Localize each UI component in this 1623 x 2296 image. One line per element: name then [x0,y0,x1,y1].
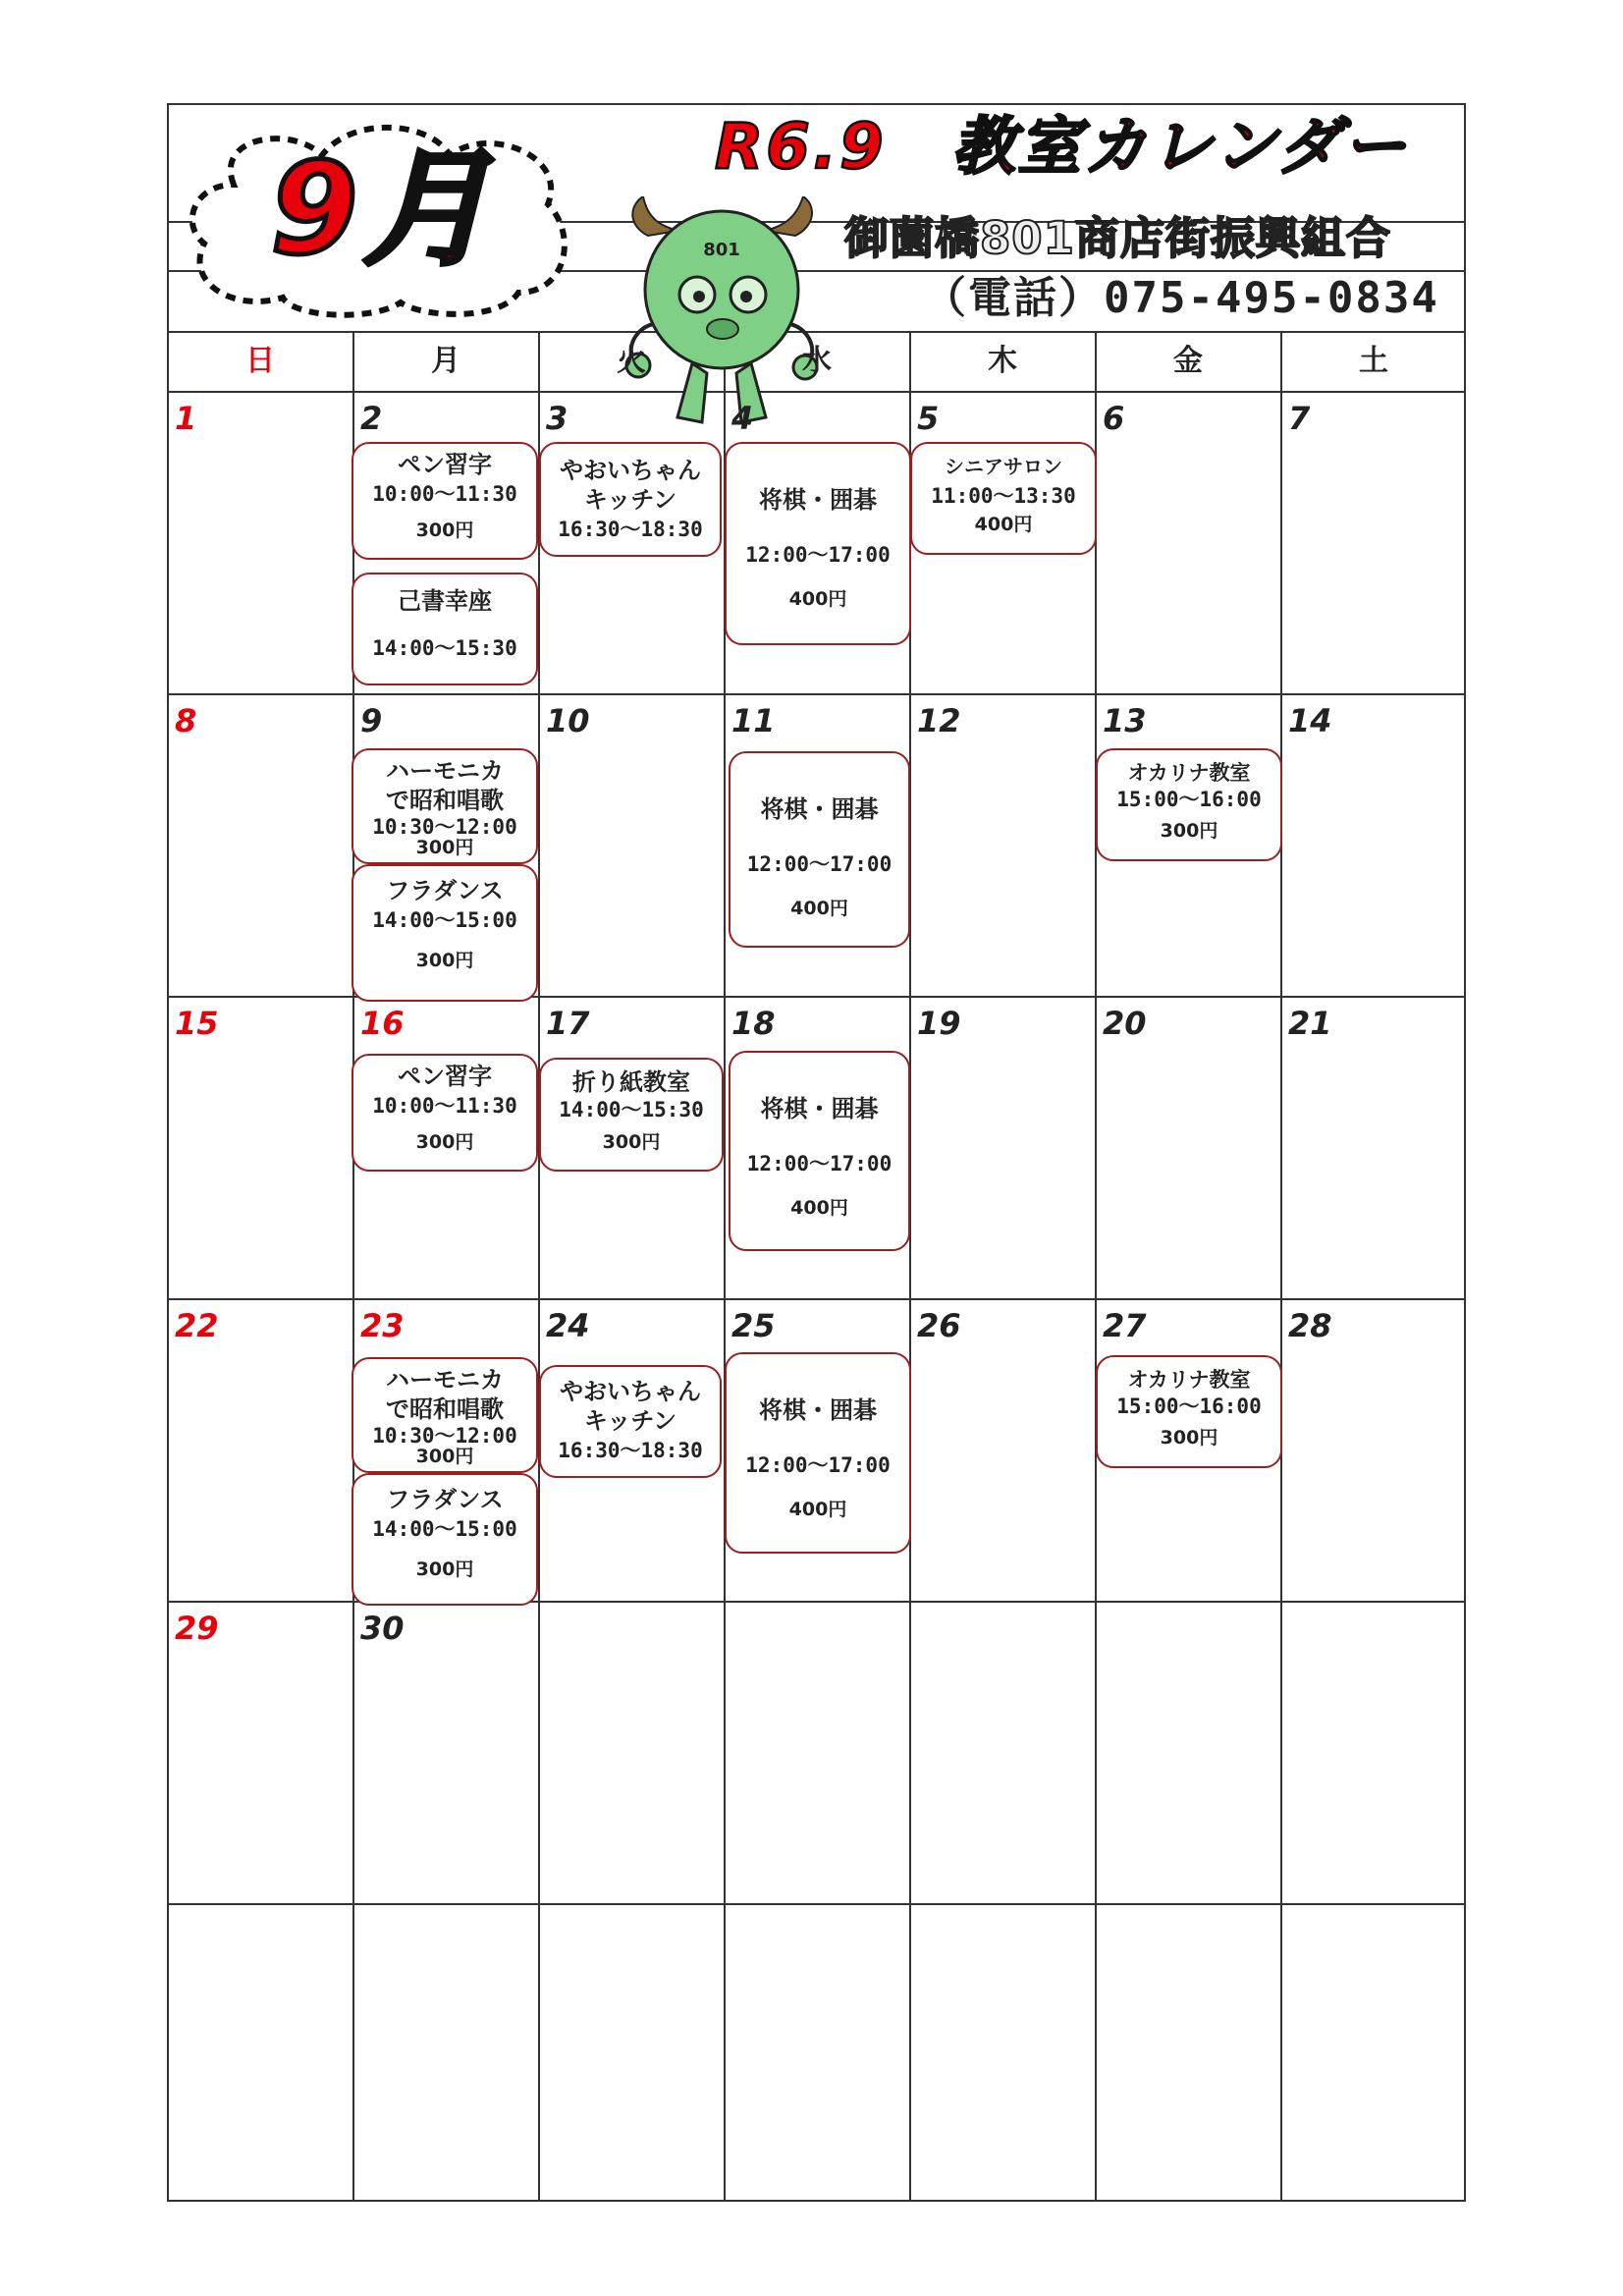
organization-name: 御薗橋801商店街振興組合 [844,212,1391,264]
weekday-sat: 土 [1359,344,1388,378]
event-title: オカリナ教室 [1127,1368,1251,1392]
event-time: 12:00～17:00 [745,543,891,567]
event-price: 300円 [415,1131,474,1153]
day-number: 19 [917,1005,961,1042]
event-title: やおいちゃん [560,457,701,484]
event-box [539,1365,722,1478]
event-box [352,1473,538,1606]
phone-number: （電話）075-495-0834 [923,273,1439,323]
column-line [538,331,540,2202]
day-number: 27 [1103,1307,1147,1344]
event-title-line2: キッチン [583,486,677,514]
day-number: 5 [917,400,940,437]
event-price: 300円 [415,1446,474,1467]
event-time: 14:00～15:00 [372,908,517,932]
event-title-line2: キッチン [583,1407,677,1435]
event-price: 400円 [788,588,847,610]
day-number: 25 [731,1307,776,1344]
event-box [539,1058,724,1172]
page-title: R6.9 教室カレンダー [715,111,1409,184]
mascot-image [609,196,835,437]
event-price: 300円 [415,950,474,971]
event-box [725,1352,911,1554]
day-number: 14 [1288,702,1332,739]
event-time: 10:30～12:00 [372,815,517,839]
event-price: 400円 [788,1499,847,1520]
event-price: 300円 [1160,820,1218,842]
weekday-sun: 日 [245,344,275,378]
event-price: 300円 [415,837,474,858]
day-number: 16 [360,1005,405,1042]
event-price: 300円 [602,1131,661,1153]
event-time: 14:00～15:30 [372,636,517,660]
event-price: 300円 [415,1558,474,1580]
day-number: 1 [175,400,197,437]
event-box [539,442,722,557]
event-box [1096,1355,1282,1468]
day-number: 4 [731,400,754,437]
day-number: 26 [917,1307,961,1344]
month-label: 9月 [270,137,496,283]
event-time: 10:00～11:30 [372,1094,517,1118]
event-title: 折り紙教室 [572,1068,690,1096]
mascot-badge: 801 [703,240,740,260]
day-number: 20 [1103,1005,1147,1042]
event-title: 将棋・囲碁 [760,1095,879,1122]
event-price: 300円 [415,519,474,541]
event-title: 将棋・囲碁 [760,795,879,823]
day-number: 10 [546,702,590,739]
event-time: 14:00～15:30 [559,1098,704,1121]
event-title: ペン習字 [398,1063,492,1090]
event-title-line2: で昭和唱歌 [386,1395,504,1423]
event-time: 12:00～17:00 [746,852,893,876]
event-time: 16:30～18:30 [558,518,703,541]
day-number: 3 [546,400,568,437]
event-time: 11:00～13:30 [931,484,1076,508]
event-time: 15:00～16:00 [1116,788,1262,811]
weekday-tue: 火 [617,344,646,378]
event-price: 300円 [1160,1427,1218,1449]
weekday-wed: 水 [802,344,832,378]
event-title: ハーモニカ [386,757,504,785]
day-number: 30 [360,1610,405,1647]
day-number: 8 [175,702,197,739]
day-number: 6 [1103,400,1125,437]
day-number: 22 [175,1307,219,1344]
day-number: 18 [731,1005,776,1042]
day-number: 12 [917,702,961,739]
event-title: 将棋・囲碁 [759,1396,877,1424]
event-title: 己書幸座 [398,587,492,615]
day-number: 7 [1288,400,1311,437]
week-line [167,1903,1466,1905]
column-line [1095,331,1097,2202]
weekday-mon: 月 [431,344,460,378]
event-box [352,1054,538,1172]
day-number: 21 [1288,1005,1332,1042]
column-line [1280,331,1282,2202]
event-box [352,442,538,560]
day-number: 9 [360,702,383,739]
weekday-fri: 金 [1173,344,1203,378]
event-time: 10:30～12:00 [372,1424,517,1448]
event-time: 16:30～18:30 [558,1439,703,1462]
event-title: やおいちゃん [560,1378,701,1405]
day-number: 15 [175,1005,219,1042]
day-number: 23 [360,1307,405,1344]
event-time: 12:00～17:00 [745,1453,891,1477]
event-box [352,573,538,685]
event-time: 12:00～17:00 [746,1152,893,1175]
event-title: ハーモニカ [386,1366,504,1394]
event-box [910,442,1097,555]
day-number: 28 [1288,1307,1332,1344]
event-box [1096,748,1282,861]
event-box [729,751,910,948]
day-number: 11 [731,702,776,739]
day-number: 13 [1103,702,1147,739]
day-number: 29 [175,1610,219,1647]
event-time: 14:00～15:00 [372,1517,517,1541]
week-line [167,1298,1466,1300]
event-title: シニアサロン [945,455,1062,478]
day-number: 2 [360,400,383,437]
event-box [725,442,911,645]
day-number: 17 [546,1005,590,1042]
event-title-line2: で昭和唱歌 [386,787,504,814]
event-time: 10:00～11:30 [372,482,517,506]
event-price: 400円 [790,898,848,919]
event-box [352,748,538,864]
week-line [167,693,1466,695]
event-box [352,1357,538,1473]
event-title: フラダンス [386,1486,504,1513]
event-title: フラダンス [386,877,504,904]
day-number: 24 [546,1307,590,1344]
event-price: 400円 [790,1197,848,1219]
event-price: 400円 [974,514,1033,535]
event-box [352,864,538,1002]
event-box [729,1051,910,1251]
event-title: オカリナ教室 [1127,761,1251,785]
event-title: 将棋・囲碁 [759,486,877,514]
weekday-thu: 木 [988,344,1017,378]
event-title: ペン習字 [398,451,492,478]
event-time: 15:00～16:00 [1116,1394,1262,1418]
